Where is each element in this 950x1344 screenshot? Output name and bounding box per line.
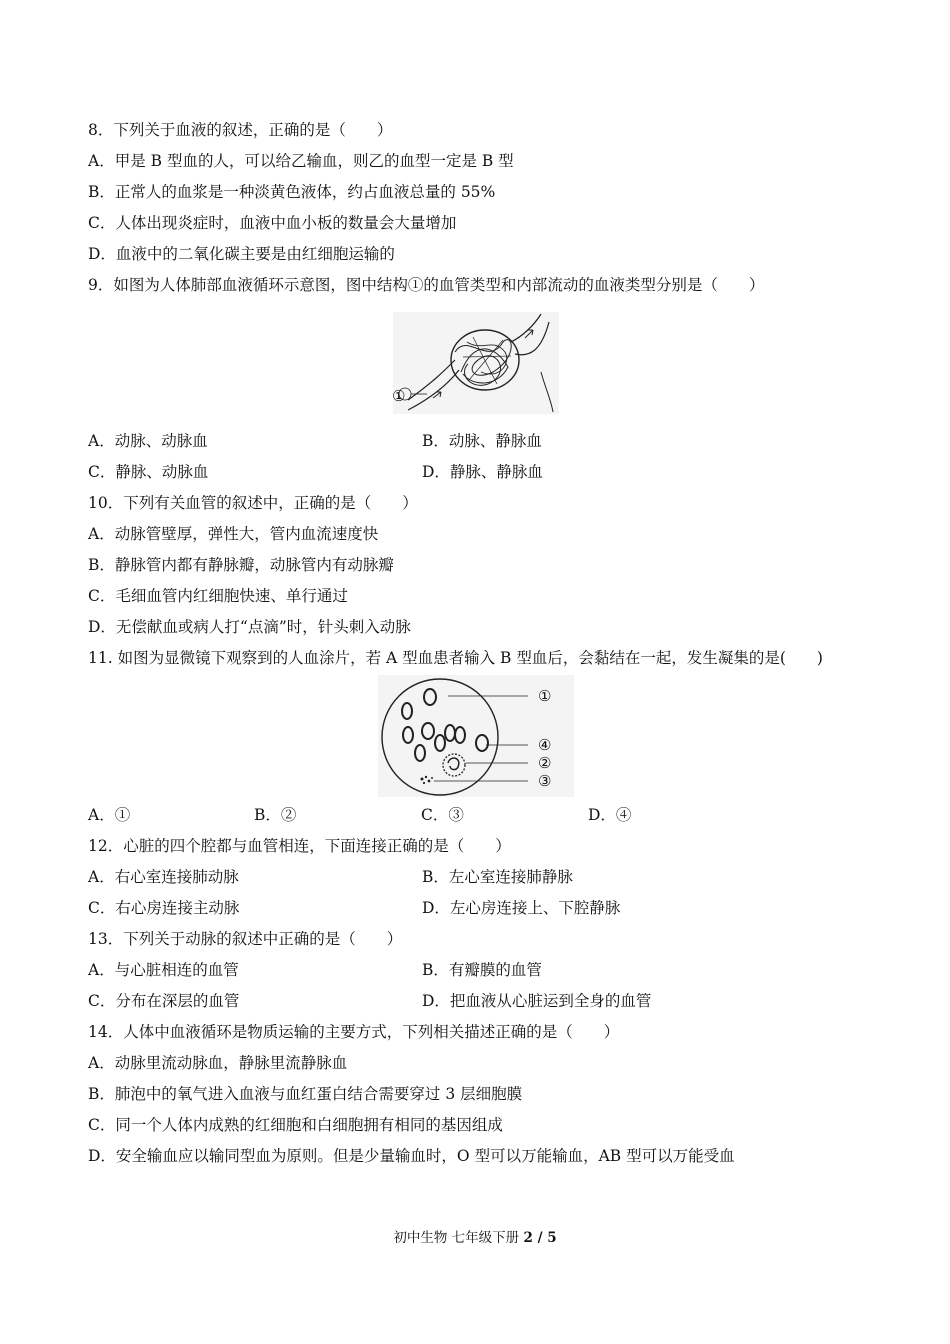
q11-option-c: C．③ [421, 806, 464, 824]
q13-stem: 13．下列关于动脉的叙述中正确的是（ ） [88, 930, 403, 948]
q10-option-b: B．静脉管内都有静脉瓣，动脉管内有动脉瓣 [88, 556, 394, 574]
q12-option-b: B．左心室连接肺静脉 [422, 868, 573, 886]
q13-option-c: C．分布在深层的血管 [88, 992, 240, 1010]
q8-option-c: C．人体出现炎症时，血液中血小板的数量会大量增加 [88, 214, 457, 232]
q8-option-a: A．甲是 B 型血的人，可以给乙输血，则乙的血型一定是 B 型 [88, 152, 514, 170]
q9-label-1: ① [392, 387, 406, 405]
q9-lung-circulation-figure [393, 312, 559, 414]
q9-option-b: B．动脉、静脉血 [422, 432, 542, 450]
q11-label-3: ③ [538, 772, 552, 790]
q11-label-2: ② [538, 754, 552, 772]
q11-option-a: A．① [88, 806, 131, 824]
q14-option-d: D．安全输血应以输同型血为原则。但是少量输血时，O 型可以万能输血，AB 型可以万能受血 [88, 1147, 735, 1165]
q10-option-a: A．动脉管壁厚，弹性大，管内血流速度快 [88, 525, 379, 543]
q11-stem: 11. 如图为显微镜下观察到的人血涂片，若 A 型血患者输入 B 型血后，会黏结在一起，发生凝集的是( ) [88, 649, 823, 667]
q9-option-d: D．静脉、静脉血 [422, 463, 543, 481]
q10-option-d: D．无偿献血或病人打“点滴”时，针头刺入动脉 [88, 618, 411, 636]
page-footer [0, 1226, 950, 1246]
q14-option-c: C．同一个人体内成熟的红细胞和白细胞拥有相同的基因组成 [88, 1116, 503, 1134]
q14-option-b: B．肺泡中的氧气进入血液与血红蛋白结合需要穿过 3 层细胞膜 [88, 1085, 523, 1103]
q11-option-d: D．④ [588, 806, 632, 824]
q12-option-c: C．右心房连接主动脉 [88, 899, 240, 917]
q12-stem: 12．心脏的四个腔都与血管相连，下面连接正确的是（ ） [88, 837, 511, 855]
q11-option-b: B．② [254, 806, 297, 824]
q8-stem: 8．下列关于血液的叙述，正确的是（ ） [88, 121, 393, 139]
q14-option-a: A．动脉里流动脉血，静脉里流静脉血 [88, 1054, 348, 1072]
q13-option-a: A．与心脏相连的血管 [88, 961, 239, 979]
q13-option-b: B．有瓣膜的血管 [422, 961, 542, 979]
q12-option-d: D．左心房连接上、下腔静脉 [422, 899, 621, 917]
q14-stem: 14．人体中血液循环是物质运输的主要方式，下列相关描述正确的是（ ） [88, 1023, 620, 1041]
q8-option-d: D．血液中的二氧化碳主要是由红细胞运输的 [88, 245, 395, 263]
q13-option-d: D．把血液从心脏运到全身的血管 [422, 992, 652, 1010]
footer-title: 初中生物 七年级下册 [393, 1230, 520, 1246]
q10-option-c: C．毛细血管内红细胞快速、单行通过 [88, 587, 348, 605]
q9-option-a: A．动脉、动脉血 [88, 432, 208, 450]
q8-option-b: B．正常人的血浆是一种淡黄色液体，约占血液总量的 55% [88, 183, 496, 201]
page-number: 2 / 5 [523, 1230, 557, 1246]
q11-label-4: ④ [538, 736, 552, 754]
q12-option-a: A．右心室连接肺动脉 [88, 868, 239, 886]
q10-stem: 10．下列有关血管的叙述中，正确的是（ ） [88, 494, 418, 512]
q11-label-1: ① [538, 687, 552, 705]
q9-stem: 9．如图为人体肺部血液循环示意图，图中结构①的血管类型和内部流动的血液类型分别是（ ） [88, 276, 765, 294]
q9-option-c: C．静脉、动脉血 [88, 463, 209, 481]
